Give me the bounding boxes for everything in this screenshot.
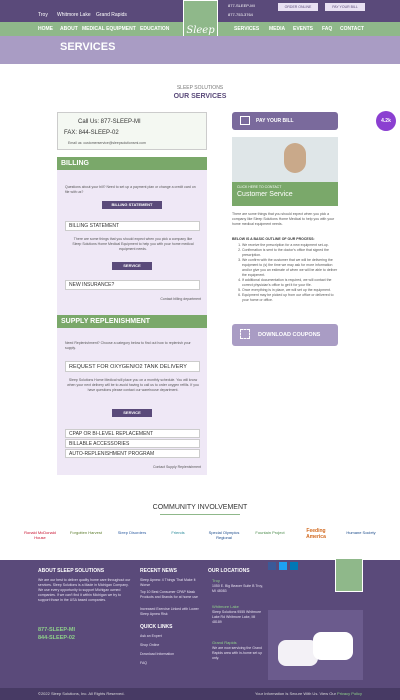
grand-rapids-text: We are now servicing the Grand Rapids area with in-home set up only. <box>212 646 263 660</box>
news-item[interactable]: Top 10 Best Consumer CPAP Mask Products and Brands for at home use <box>140 590 198 599</box>
process-step: 1. We receive the prescription for a new equipment set-up. <box>242 243 338 248</box>
coupon-icon <box>240 329 250 339</box>
footer-locations-heading: OUR LOCATIONS <box>208 568 250 574</box>
community-title: COMMUNITY INVOLVEMENT <box>152 504 248 511</box>
logo-sleep-disorders[interactable]: Sleep Disorders <box>117 530 147 535</box>
logo-friends[interactable]: Friends <box>171 530 185 535</box>
auto-replenishment-bar[interactable]: AUTO-REPLENISHMENT PROGRAM <box>65 449 200 458</box>
supply-text: Need Replenishment? Choose a category below to find out how to replenish your supply. <box>65 341 191 350</box>
nav-contact[interactable]: CONTACT <box>340 26 365 32</box>
footer-bottom <box>0 688 400 700</box>
bill-icon <box>240 116 250 125</box>
billing-statement-text: There are some things that you should expect when you pick a company like Sleep Solutions Home Medical Equipment to help you with your home medical equipment needs. <box>72 237 194 251</box>
phone-1[interactable]: 877-SLEEP-MI <box>228 3 255 8</box>
footer <box>0 560 400 688</box>
billing-text: Questions about your bill? Need to set up a payment plan or change a credit card on file with us? <box>65 185 196 194</box>
download-coupons-label: DOWNLOAD COUPONS <box>258 332 321 338</box>
nav-events[interactable]: EVENTS <box>293 26 314 32</box>
billable-accessories-bar[interactable]: BILLABLE ACCESSORIES <box>65 439 200 448</box>
customer-service-photo <box>232 137 338 182</box>
oxygen-request-bar[interactable]: REQUEST FOR OXYGEN/O2 TANK DELIVERY <box>65 361 200 372</box>
quick-link[interactable]: Download Information <box>140 652 175 656</box>
community-divider <box>160 514 240 515</box>
order-online-button[interactable]: ORDER ONLINE <box>278 3 318 11</box>
contact-box <box>57 112 207 150</box>
footer-about-heading: ABOUT SLEEP SOLUTIONS <box>38 568 105 574</box>
footer-about-text: We are our best to deliver quality home care throughout our services. Sleep Solutions is a Made in Michigan Company. We use every opportunity to support Michigan owned companies. If we can't find it within Michigan we try to support those in the USA based companies. <box>38 578 131 602</box>
privacy-note <box>255 691 362 696</box>
nav-medical-equipment[interactable]: MEDICAL EQUIPMENT <box>82 26 136 32</box>
pillow-icon <box>278 640 318 666</box>
cs-label: Customer Service <box>237 191 293 198</box>
nav-education[interactable]: EDUCATION <box>140 26 170 32</box>
news-item[interactable]: Increased Exercise Linked with Lower Sleep Apnea Risk <box>140 607 199 616</box>
logo-ronald-mcdonald[interactable]: Ronald McDonald House <box>24 530 56 540</box>
troy-address: 1050 E. Big Beaver Suite B Troy, MI 48083 <box>212 584 263 593</box>
process-intro: There are some things that you should expect when you pick a company like Sleep Solutions Home Medical to help you with your home medical equipment needs. <box>232 212 335 226</box>
logo-feeding-america[interactable]: Feeding America <box>306 528 326 540</box>
supply-service-button[interactable]: SERVICE <box>112 409 152 417</box>
logo-special-olympics[interactable]: Special Olympics Regional <box>208 530 240 540</box>
process-step: 3. We confirm with the customer that we will be delivering the equipment to (s) the time we may ask for more information and/or give you an estimate of when we will be able to deliver the equipment. <box>242 258 338 278</box>
nav-services[interactable]: SERVICES <box>234 26 260 32</box>
facebook-icon[interactable] <box>268 562 276 570</box>
process-heading: BELOW IS A BASIC OUTLINE OF OUR PROCESS: <box>232 237 315 241</box>
download-coupons-button[interactable] <box>232 324 338 346</box>
location-whitmore[interactable]: Whitmore Lake <box>212 604 239 609</box>
logo-fountain-project[interactable]: Fountain Project <box>255 530 285 535</box>
process-step: 6. Equipment may be picked up from our office or delivered to your home or office. <box>242 293 338 303</box>
site-logo[interactable] <box>183 0 218 40</box>
cs-small-label: CLICK HERE TO CONTACT <box>237 185 282 189</box>
nav-faq[interactable]: FAQ <box>322 26 333 32</box>
twitter-icon[interactable] <box>279 562 287 570</box>
pay-bill-top-button[interactable]: PAY YOUR BILL <box>325 3 365 11</box>
whitmore-address: Sleep Solutions 9555 Whitmore Lake Rd Whitmore Lake, MI 48189 <box>212 610 262 624</box>
share-count-badge[interactable]: 4.2k <box>376 111 396 131</box>
new-insurance-bar[interactable]: NEW INSURANCE? <box>65 280 200 290</box>
news-item[interactable]: Sleep Apnea: 4 Things That Make It Worse <box>140 578 196 587</box>
privacy-note-text: Your Information Is Secure With Us. View Our <box>255 691 336 696</box>
cpap-replacement-bar[interactable]: CPAP OR BI-LEVEL REPLACEMENT <box>65 429 200 438</box>
privacy-policy-link[interactable]: Privacy Policy <box>337 691 362 696</box>
location-link-troy[interactable]: Troy <box>38 12 48 18</box>
process-list <box>238 243 338 303</box>
phone-2[interactable]: 877-753-3764 <box>228 12 253 17</box>
fax: FAX: 844-SLEEP-02 <box>64 130 119 136</box>
billing-contact-link[interactable]: Contact billing department <box>160 297 201 301</box>
linkedin-icon[interactable] <box>290 562 298 570</box>
oxygen-request-text: Sleep Solutions Home Medical will place you on a monthly schedule. You will know when your next delivery will be to avoid having to call us to order oxygen refills. If you have questions please contact our warehouse department. <box>67 378 199 392</box>
copyright: ©2022 Sleep Solutions, Inc. All Rights Reserved. <box>38 691 125 696</box>
footer-logo[interactable] <box>335 558 363 592</box>
quick-link[interactable]: Ask an Expert <box>140 634 162 638</box>
section-title: OUR SERVICES <box>173 93 227 100</box>
billing-statement-button[interactable]: BILLING STATEMENT <box>102 201 162 209</box>
pillow-icon <box>313 632 353 660</box>
call-us[interactable]: Call Us: 877-SLEEP-MI <box>78 119 141 125</box>
supply-title: SUPPLY REPLENISHMENT <box>57 315 207 328</box>
footer-phone-1[interactable]: 877-SLEEP-MI <box>38 627 75 633</box>
logo-humane-society[interactable]: Humane Society <box>346 530 376 535</box>
footer-news-heading: RECENT NEWS <box>140 568 177 574</box>
page-title: SERVICES <box>60 41 116 53</box>
location-link-grand-rapids[interactable]: Grand Rapids <box>96 12 127 18</box>
location-link-whitmore[interactable]: Whitmore Lake <box>57 12 91 18</box>
nav-home[interactable]: HOME <box>38 26 53 32</box>
section-subtitle: SLEEP SOLUTIONS <box>176 85 224 91</box>
agent-icon <box>284 143 306 173</box>
nav-media[interactable]: MEDIA <box>269 26 286 32</box>
billing-statement-bar[interactable]: BILLING STATEMENT <box>65 221 200 231</box>
process-step: 2. Confirmation is sent to the doctor's office that signed the prescription. <box>242 248 338 258</box>
supply-section <box>57 315 207 475</box>
supply-contact-link[interactable]: Contact Supply Replenishment <box>152 465 201 469</box>
footer-phone-2[interactable]: 844-SLEEP-02 <box>38 635 75 641</box>
process-step: 4. If additional documentation is required, we will contact the correct physician's office to get it for your file. <box>242 278 338 288</box>
nav-about[interactable]: ABOUT <box>60 26 78 32</box>
pay-bill-side-button[interactable] <box>232 112 338 130</box>
community-logos <box>20 524 380 544</box>
billing-service-button[interactable]: SERVICE <box>112 262 152 270</box>
logo-text: Sleep <box>186 25 215 36</box>
logo-forgotten-harvest[interactable]: Forgotten Harvest <box>69 530 102 535</box>
location-troy[interactable]: Troy <box>212 578 220 583</box>
pay-bill-side-label: PAY YOUR BILL <box>256 118 294 124</box>
customer-service-button[interactable] <box>232 182 338 206</box>
location-grand-rapids[interactable]: Grand Rapids <box>212 640 237 645</box>
footer-quick-heading: QUICK LINKS <box>140 624 173 630</box>
quick-link[interactable]: FAQ <box>140 661 148 665</box>
email-link[interactable]: Email us: customerservice@sleepsolutionsmi.com <box>68 141 146 145</box>
pillows-image <box>268 610 363 680</box>
billing-title: BILLING <box>57 157 207 170</box>
quick-link[interactable]: Shop Online <box>140 643 160 647</box>
process-step: 5. Once everything is in place, we will set up the equipment. <box>242 288 338 293</box>
